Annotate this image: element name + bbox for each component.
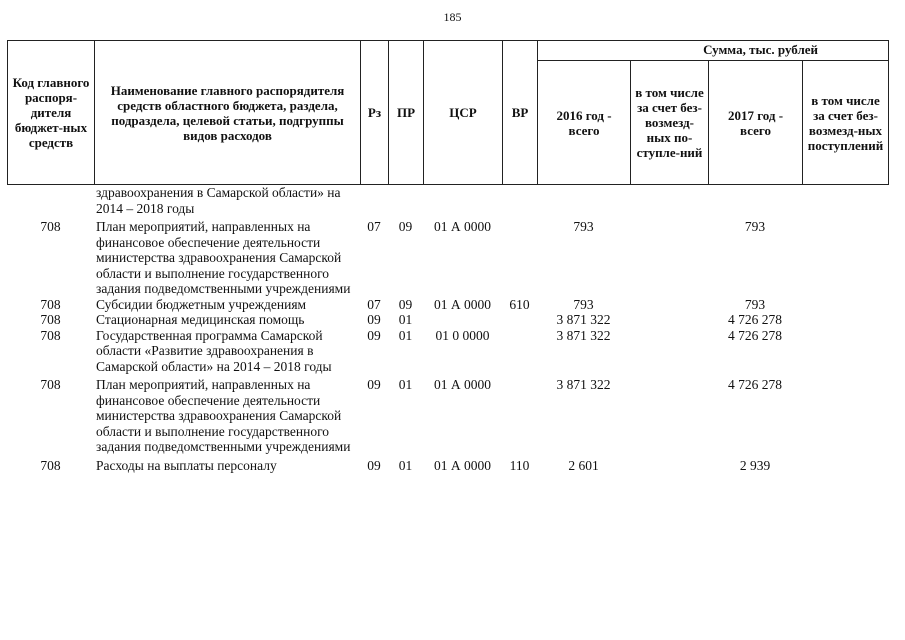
row-rz: 07 [367, 296, 381, 312]
header-csr: ЦСР [424, 41, 503, 185]
row-free-2016 [630, 455, 708, 474]
table-row [7, 312, 888, 328]
row-name: Стационарная медицинская помощь [96, 312, 305, 327]
row-rz: 07 [367, 219, 381, 234]
row-pr: 01 [398, 312, 413, 327]
row-free-2016 [630, 297, 708, 313]
row-code: 708 [40, 327, 61, 343]
row-vr: 610 [509, 296, 530, 312]
row-free-2016 [630, 312, 708, 328]
row-name: Расходы на выплаты персоналу [96, 457, 277, 473]
row-sum-2017: 4 726 278 [728, 312, 782, 327]
row-csr [423, 312, 502, 328]
row-sum-2017: 4 726 278 [728, 327, 782, 343]
row-vr: 110 [509, 457, 530, 473]
row-free-2017 [802, 312, 888, 328]
row-free-2017 [802, 185, 888, 216]
row-sum-2016: 2 601 [568, 457, 599, 473]
row-free-2016 [630, 216, 708, 297]
row-vr [502, 312, 537, 328]
header-pr: ПР [389, 41, 424, 185]
row-csr: 01 0 0000 [435, 327, 490, 343]
row-free-2017 [802, 455, 888, 474]
row-csr: 01 А 0000 [434, 296, 491, 312]
row-pr [388, 185, 423, 216]
header-2017-free: в том числе за счет без-возмезд-ных поступлений [803, 61, 889, 185]
row-rz: 09 [367, 327, 381, 343]
row-sum-2017: 2 939 [739, 457, 771, 473]
table-row [7, 328, 888, 375]
row-vr [502, 328, 537, 375]
row-free-2016 [630, 185, 708, 216]
row-code [7, 185, 94, 216]
row-pr: 01 [398, 457, 413, 473]
row-rz [360, 185, 388, 216]
row-vr [502, 216, 537, 297]
row-name: План мероприятий, направленных на финансовое обеспечение деятельности министерства здравоохранения Самарской области и выполнение государственного задания подведомственными учреждениями [96, 377, 351, 454]
row-name: Субсидии бюджетным учреждениям [96, 296, 307, 312]
row-code: 708 [40, 457, 61, 473]
row-sum-2016: 793 [573, 296, 594, 312]
row-free-2016 [630, 328, 708, 375]
row-sum-2017: 4 726 278 [728, 377, 782, 392]
header-2017-total: 2017 год - всего [709, 61, 803, 185]
row-rz: 09 [367, 312, 381, 327]
row-sum-2016: 3 871 322 [556, 312, 611, 327]
page-number: 185 [443, 10, 462, 24]
table-row [7, 374, 888, 455]
row-code: 708 [40, 219, 61, 234]
row-pr: 09 [398, 296, 413, 312]
row-sum-2016 [537, 185, 630, 216]
table-row [7, 297, 888, 313]
row-csr: 01 А 0000 [434, 219, 491, 234]
row-code: 708 [40, 312, 61, 327]
row-sum-2017 [708, 185, 802, 216]
table-header [7, 40, 889, 185]
row-rz: 09 [367, 457, 381, 473]
row-sum-2016: 793 [573, 219, 594, 234]
header-code: Код главного распоря-дителя бюджет-ных средств [8, 41, 95, 185]
row-free-2017 [802, 374, 888, 455]
table-row [7, 185, 888, 216]
row-csr: 01 А 0000 [434, 457, 491, 473]
row-vr [502, 185, 537, 216]
row-free-2017 [802, 328, 888, 375]
row-pr: 01 [398, 377, 413, 392]
header-vr: ВР [503, 41, 538, 185]
table-row [7, 216, 888, 297]
row-pr: 09 [398, 219, 413, 234]
row-free-2017 [802, 216, 888, 297]
header-name: Наименование главного распорядителя средств областного бюджета, раздела, подраздела, целевой статьи, подгруппы видов расходов [95, 41, 361, 185]
row-name: План мероприятий, направленных на финансовое обеспечение деятельности министерства здравоохранения Самарской области и выполнение государственного задания подведомственными учреждениями [96, 219, 351, 296]
table-row [7, 455, 888, 474]
row-name: Государственная программа Самарской области «Развитие здравоохранения в Самарской области» на 2014 – 2018 годы [96, 327, 332, 374]
row-name: здравоохранения в Самарской области» на 2014 – 2018 годы [96, 185, 341, 216]
row-free-2016 [630, 374, 708, 455]
row-vr [502, 374, 537, 455]
row-code: 708 [40, 377, 61, 392]
budget-table-body [7, 185, 888, 473]
header-2016-free: в том числе за счет без-возмезд-ных по-ступле-ний [631, 61, 709, 185]
row-csr: 01 А 0000 [434, 377, 491, 392]
row-rz: 09 [367, 377, 381, 392]
row-sum-2017: 793 [744, 219, 766, 234]
header-2016-total: 2016 год - всего [538, 61, 631, 185]
row-sum-2016: 3 871 322 [556, 327, 611, 343]
header-rz: Рз [361, 41, 389, 185]
row-csr [423, 185, 502, 216]
row-code: 708 [40, 296, 61, 312]
row-sum-2016: 3 871 322 [556, 377, 611, 392]
row-pr: 01 [398, 327, 413, 343]
row-sum-2017: 793 [744, 296, 766, 312]
header-sum-group: Сумма, тыс. рублей [538, 41, 889, 61]
row-free-2017 [802, 297, 888, 313]
